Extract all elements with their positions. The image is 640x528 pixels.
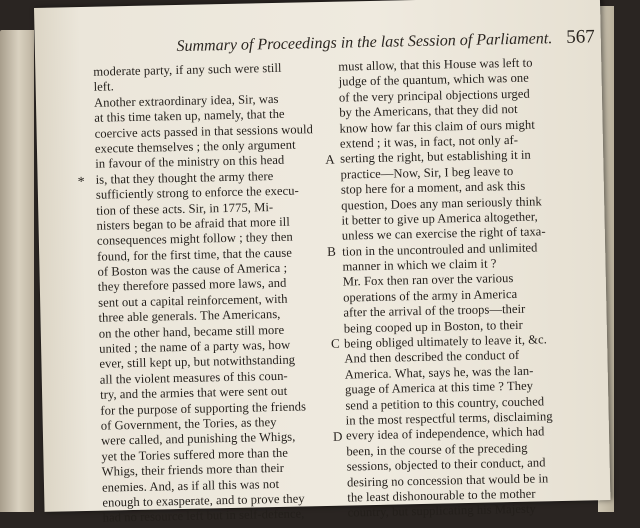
text-line: practice—Now, Sir, I beg leave to <box>340 163 514 182</box>
text-line: been, in the course of the preceding <box>346 440 528 459</box>
text-line: And then described the conduct of <box>344 348 520 366</box>
text-line: united ; the name of a party was, how <box>99 337 291 356</box>
text-line: had no resource left but in self-defence, <box>102 506 305 525</box>
text-line: by the Americans, that they did not <box>339 102 518 120</box>
text-line: try, and the armies that were sent out <box>99 383 288 402</box>
text-line: send a petition to this country, couched <box>345 393 545 413</box>
text-line: stop here for a moment, and ask this <box>340 178 526 197</box>
text-line: being cooped up in Boston, to their <box>343 317 523 336</box>
text-line: consequences might follow ; they then <box>96 229 293 249</box>
text-line: were called, and punishing the Whigs, <box>100 429 296 449</box>
text-line: the least dishonourable to the mother <box>347 486 536 505</box>
text-line: manner in which we claim it ? <box>342 256 497 274</box>
text-line: yet the Tories suffered more than the <box>101 445 289 464</box>
text-line: left. <box>93 79 115 95</box>
text-line: know how far this claim of ours might <box>339 117 535 136</box>
text-line: nisters began to be afraid that more ill <box>96 214 290 233</box>
text-line: on the other hand, became still more <box>98 322 285 341</box>
text-line: question, Does any man seriously think <box>341 193 542 213</box>
text-line: execute themselves ; the only argument <box>94 137 296 156</box>
document-page <box>34 0 610 525</box>
text-line: tion of these acts. Sir, in 1775, Mi- <box>96 199 274 218</box>
text-line: enemies. And, as if all this was not <box>101 476 280 495</box>
text-line: they therefore passed more laws, and <box>97 276 287 295</box>
text-line: every idea of independence, which had <box>345 424 545 443</box>
text-line: in the most respectful terms, disclaiming <box>345 409 553 428</box>
margin-mark-a: A <box>325 151 335 167</box>
text-line: at this time taken up, namely, that the <box>94 106 285 125</box>
text-line: Whigs, their friends more than their <box>101 461 285 479</box>
text-line: all the violent measures of this coun- <box>99 368 288 387</box>
header-title: Summary of Proceedings in the last Session of Parliament. <box>176 30 553 56</box>
text-line: guage of America at this time ? They <box>344 378 534 397</box>
text-line: Another extraordinary idea, Sir, was <box>93 91 279 110</box>
text-line: sent out a capital reinforcement, with <box>98 291 288 310</box>
margin-mark-c: C <box>330 335 340 351</box>
text-line: tion in the uncontrouled and unlimited <box>342 240 538 259</box>
text-line: unless we can exercise the right of taxa- <box>341 224 546 243</box>
page-number: 567 <box>566 26 595 48</box>
right-text-column <box>338 54 600 521</box>
book-spine <box>0 30 34 512</box>
text-line: is, that they thought the army there <box>95 168 274 187</box>
text-line: operations of the army in America <box>342 286 518 305</box>
text-line: desiring no concession that would be in <box>346 470 549 490</box>
text-line: Mr. Fox then ran over the various <box>342 271 514 290</box>
text-line: in favour of the ministry on this head <box>95 153 285 172</box>
text-line: judge of the quantum, which was one <box>338 71 529 90</box>
margin-star-mark: * <box>77 174 85 191</box>
text-line: found, for the first time, that the cause <box>97 245 293 264</box>
text-line: for the purpose of supporting the friends <box>100 398 307 418</box>
text-line: three able generals. The Americans, <box>98 307 281 325</box>
text-line: country, but supplicating his Majesty <box>347 501 536 520</box>
text-line: ever, still kept up, but notwithstanding <box>99 353 296 372</box>
text-line: must allow, that this House was left to <box>338 55 533 74</box>
text-line: of Boston was the cause of America ; <box>97 260 288 279</box>
text-line: extend ; it was, in fact, not only af- <box>339 132 519 151</box>
text-line: after the arrival of the troops—their <box>343 302 526 320</box>
left-text-column <box>93 60 341 527</box>
text-line: enough to exasperate, and to prove they <box>102 491 305 510</box>
margin-mark-b: B <box>327 243 336 259</box>
text-line: moderate party, if any such were still <box>93 60 282 79</box>
text-line: coercive acts passed in that sessions would <box>94 121 314 141</box>
text-line: sufficiently strong to enforce the execu- <box>95 183 299 202</box>
text-line: serting the right, but establishing it in <box>340 147 531 166</box>
text-line: being obliged ultimately to leave it, &c. <box>343 332 548 351</box>
margin-mark-d: D <box>332 428 343 444</box>
text-line: sessions, objected to their conduct, and <box>346 455 546 474</box>
text-line: America. What, says he, was the lan- <box>344 363 534 382</box>
text-line: of the very principal objections urged <box>338 86 530 105</box>
text-line: of Government, the Tories, as they <box>100 414 277 433</box>
text-line: it better to give up America altogether, <box>341 209 538 228</box>
